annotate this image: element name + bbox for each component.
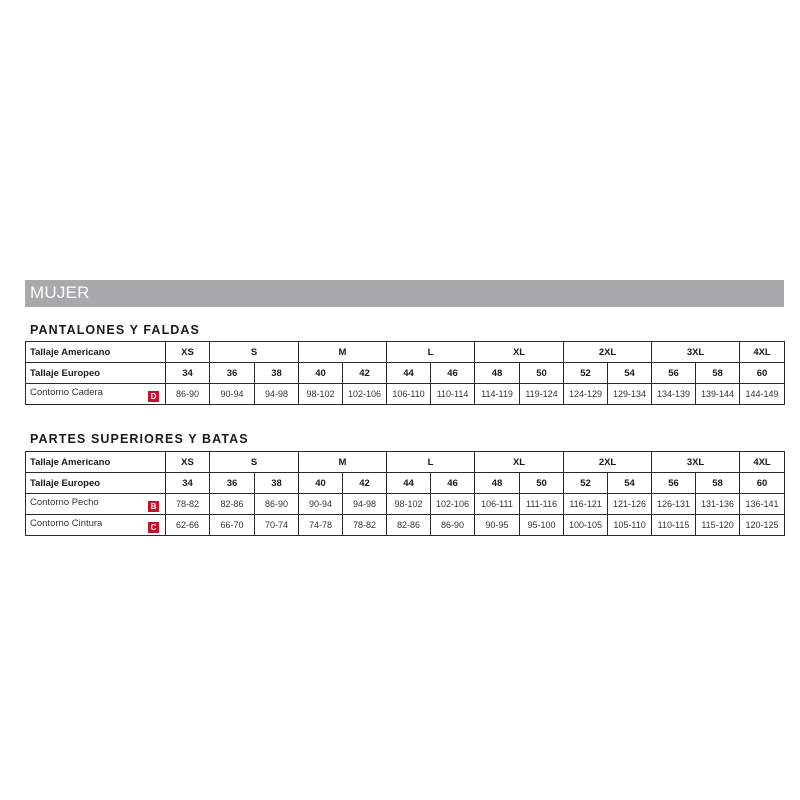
measurement-cell: 94-98 (343, 494, 387, 515)
partes-superiores-title: PARTES SUPERIORES Y BATAS (30, 432, 249, 446)
measurement-cell: 136-141 (740, 494, 785, 515)
american-size-cell: L (387, 342, 475, 363)
row-label-text: Contorno Cintura (30, 517, 103, 529)
european-size-cell: 34 (166, 363, 210, 384)
european-size-cell: 56 (652, 473, 696, 494)
european-size-cell: 46 (431, 363, 475, 384)
measurement-cell: 74-78 (299, 515, 343, 536)
measurement-row (26, 384, 785, 405)
european-size-cell: 36 (210, 473, 255, 494)
european-size-cell: 54 (608, 473, 652, 494)
measurement-cell: 110-115 (652, 515, 696, 536)
measurement-cell: 86-90 (255, 494, 299, 515)
measurement-cell: 144-149 (740, 384, 785, 405)
american-size-cell: 3XL (652, 342, 740, 363)
american-size-cell: M (299, 452, 387, 473)
measurement-cell: 124-129 (564, 384, 608, 405)
american-size-cell: 2XL (564, 452, 652, 473)
measurement-cell: 86-90 (431, 515, 475, 536)
pantalones-title: PANTALONES Y FALDAS (30, 323, 200, 337)
measurement-cell: 78-82 (166, 494, 210, 515)
measurement-cell: 134-139 (652, 384, 696, 405)
measure-badge: B (148, 501, 159, 512)
european-size-cell: 60 (740, 473, 785, 494)
european-size-cell: 34 (166, 473, 210, 494)
american-size-cell: XL (475, 342, 564, 363)
american-size-cell: XS (166, 342, 210, 363)
measurement-cell: 100-105 (564, 515, 608, 536)
european-size-cell: 52 (564, 473, 608, 494)
measurement-cell: 116-121 (564, 494, 608, 515)
measurement-cell: 82-86 (387, 515, 431, 536)
european-size-cell: 44 (387, 473, 431, 494)
american-size-cell: 3XL (652, 452, 740, 473)
european-size-cell: 58 (696, 473, 740, 494)
measurement-cell: 121-126 (608, 494, 652, 515)
european-size-cell: 42 (343, 363, 387, 384)
measurement-cell: 98-102 (299, 384, 343, 405)
european-size-cell: 56 (652, 363, 696, 384)
measurement-cell: 105-110 (608, 515, 652, 536)
american-size-cell: XL (475, 452, 564, 473)
european-size-cell: 46 (431, 473, 475, 494)
measurement-cell: 90-95 (475, 515, 520, 536)
american-size-label (26, 342, 166, 363)
measure-badge: C (148, 522, 159, 533)
measurement-cell: 131-136 (696, 494, 740, 515)
european-size-cell: 60 (740, 363, 785, 384)
measurement-cell: 106-110 (387, 384, 431, 405)
european-size-cell: 40 (299, 473, 343, 494)
measurement-cell: 70-74 (255, 515, 299, 536)
european-size-cell: 50 (520, 363, 564, 384)
banner-title: MUJER (30, 283, 90, 302)
row-label-text: Contorno Cadera (30, 386, 103, 398)
measurement-cell: 126-131 (652, 494, 696, 515)
measurement-cell: 119-124 (520, 384, 564, 405)
measurement-cell: 62-66 (166, 515, 210, 536)
european-size-cell: 48 (475, 473, 520, 494)
european-size-cell: 44 (387, 363, 431, 384)
measurement-label (26, 494, 166, 515)
partes-superiores-size-table (25, 451, 785, 536)
row-label-text: Tallaje Americano (30, 346, 111, 358)
row-label-text: Tallaje Europeo (30, 477, 101, 489)
european-size-row (26, 363, 785, 384)
american-size-cell: S (210, 452, 299, 473)
row-label-text: Tallaje Europeo (30, 367, 101, 379)
measurement-label (26, 384, 166, 405)
european-size-cell: 54 (608, 363, 652, 384)
measurement-row (26, 515, 785, 536)
european-size-cell: 48 (475, 363, 520, 384)
american-size-cell: 4XL (740, 452, 785, 473)
measurement-cell: 139-144 (696, 384, 740, 405)
measurement-cell: 66-70 (210, 515, 255, 536)
american-size-row (26, 452, 785, 473)
measurement-cell: 86-90 (166, 384, 210, 405)
measurement-cell: 78-82 (343, 515, 387, 536)
measurement-cell: 111-116 (520, 494, 564, 515)
american-size-cell: L (387, 452, 475, 473)
measurement-cell: 115-120 (696, 515, 740, 536)
american-size-cell: S (210, 342, 299, 363)
european-size-cell: 38 (255, 473, 299, 494)
american-size-label (26, 452, 166, 473)
measurement-cell: 98-102 (387, 494, 431, 515)
measurement-cell: 110-114 (431, 384, 475, 405)
measurement-cell: 90-94 (210, 384, 255, 405)
american-size-cell: XS (166, 452, 210, 473)
measurement-cell: 106-111 (475, 494, 520, 515)
measure-badge: D (148, 391, 159, 402)
european-size-cell: 38 (255, 363, 299, 384)
measurement-cell: 120-125 (740, 515, 785, 536)
row-label-text: Contorno Pecho (30, 496, 99, 508)
american-size-cell: 4XL (740, 342, 785, 363)
measurement-cell: 95-100 (520, 515, 564, 536)
european-size-label (26, 363, 166, 384)
measurement-cell: 114-119 (475, 384, 520, 405)
row-label-text: Tallaje Americano (30, 456, 111, 468)
section-banner (25, 280, 784, 307)
american-size-cell: 2XL (564, 342, 652, 363)
measurement-cell: 102-106 (343, 384, 387, 405)
european-size-cell: 58 (696, 363, 740, 384)
american-size-cell: M (299, 342, 387, 363)
european-size-cell: 52 (564, 363, 608, 384)
measurement-row (26, 494, 785, 515)
european-size-cell: 42 (343, 473, 387, 494)
measurement-cell: 94-98 (255, 384, 299, 405)
measurement-cell: 82-86 (210, 494, 255, 515)
measurement-label (26, 515, 166, 536)
pantalones-size-table (25, 341, 785, 405)
european-size-row (26, 473, 785, 494)
european-size-cell: 36 (210, 363, 255, 384)
european-size-cell: 50 (520, 473, 564, 494)
measurement-cell: 102-106 (431, 494, 475, 515)
measurement-cell: 90-94 (299, 494, 343, 515)
measurement-cell: 129-134 (608, 384, 652, 405)
european-size-label (26, 473, 166, 494)
american-size-row (26, 342, 785, 363)
european-size-cell: 40 (299, 363, 343, 384)
